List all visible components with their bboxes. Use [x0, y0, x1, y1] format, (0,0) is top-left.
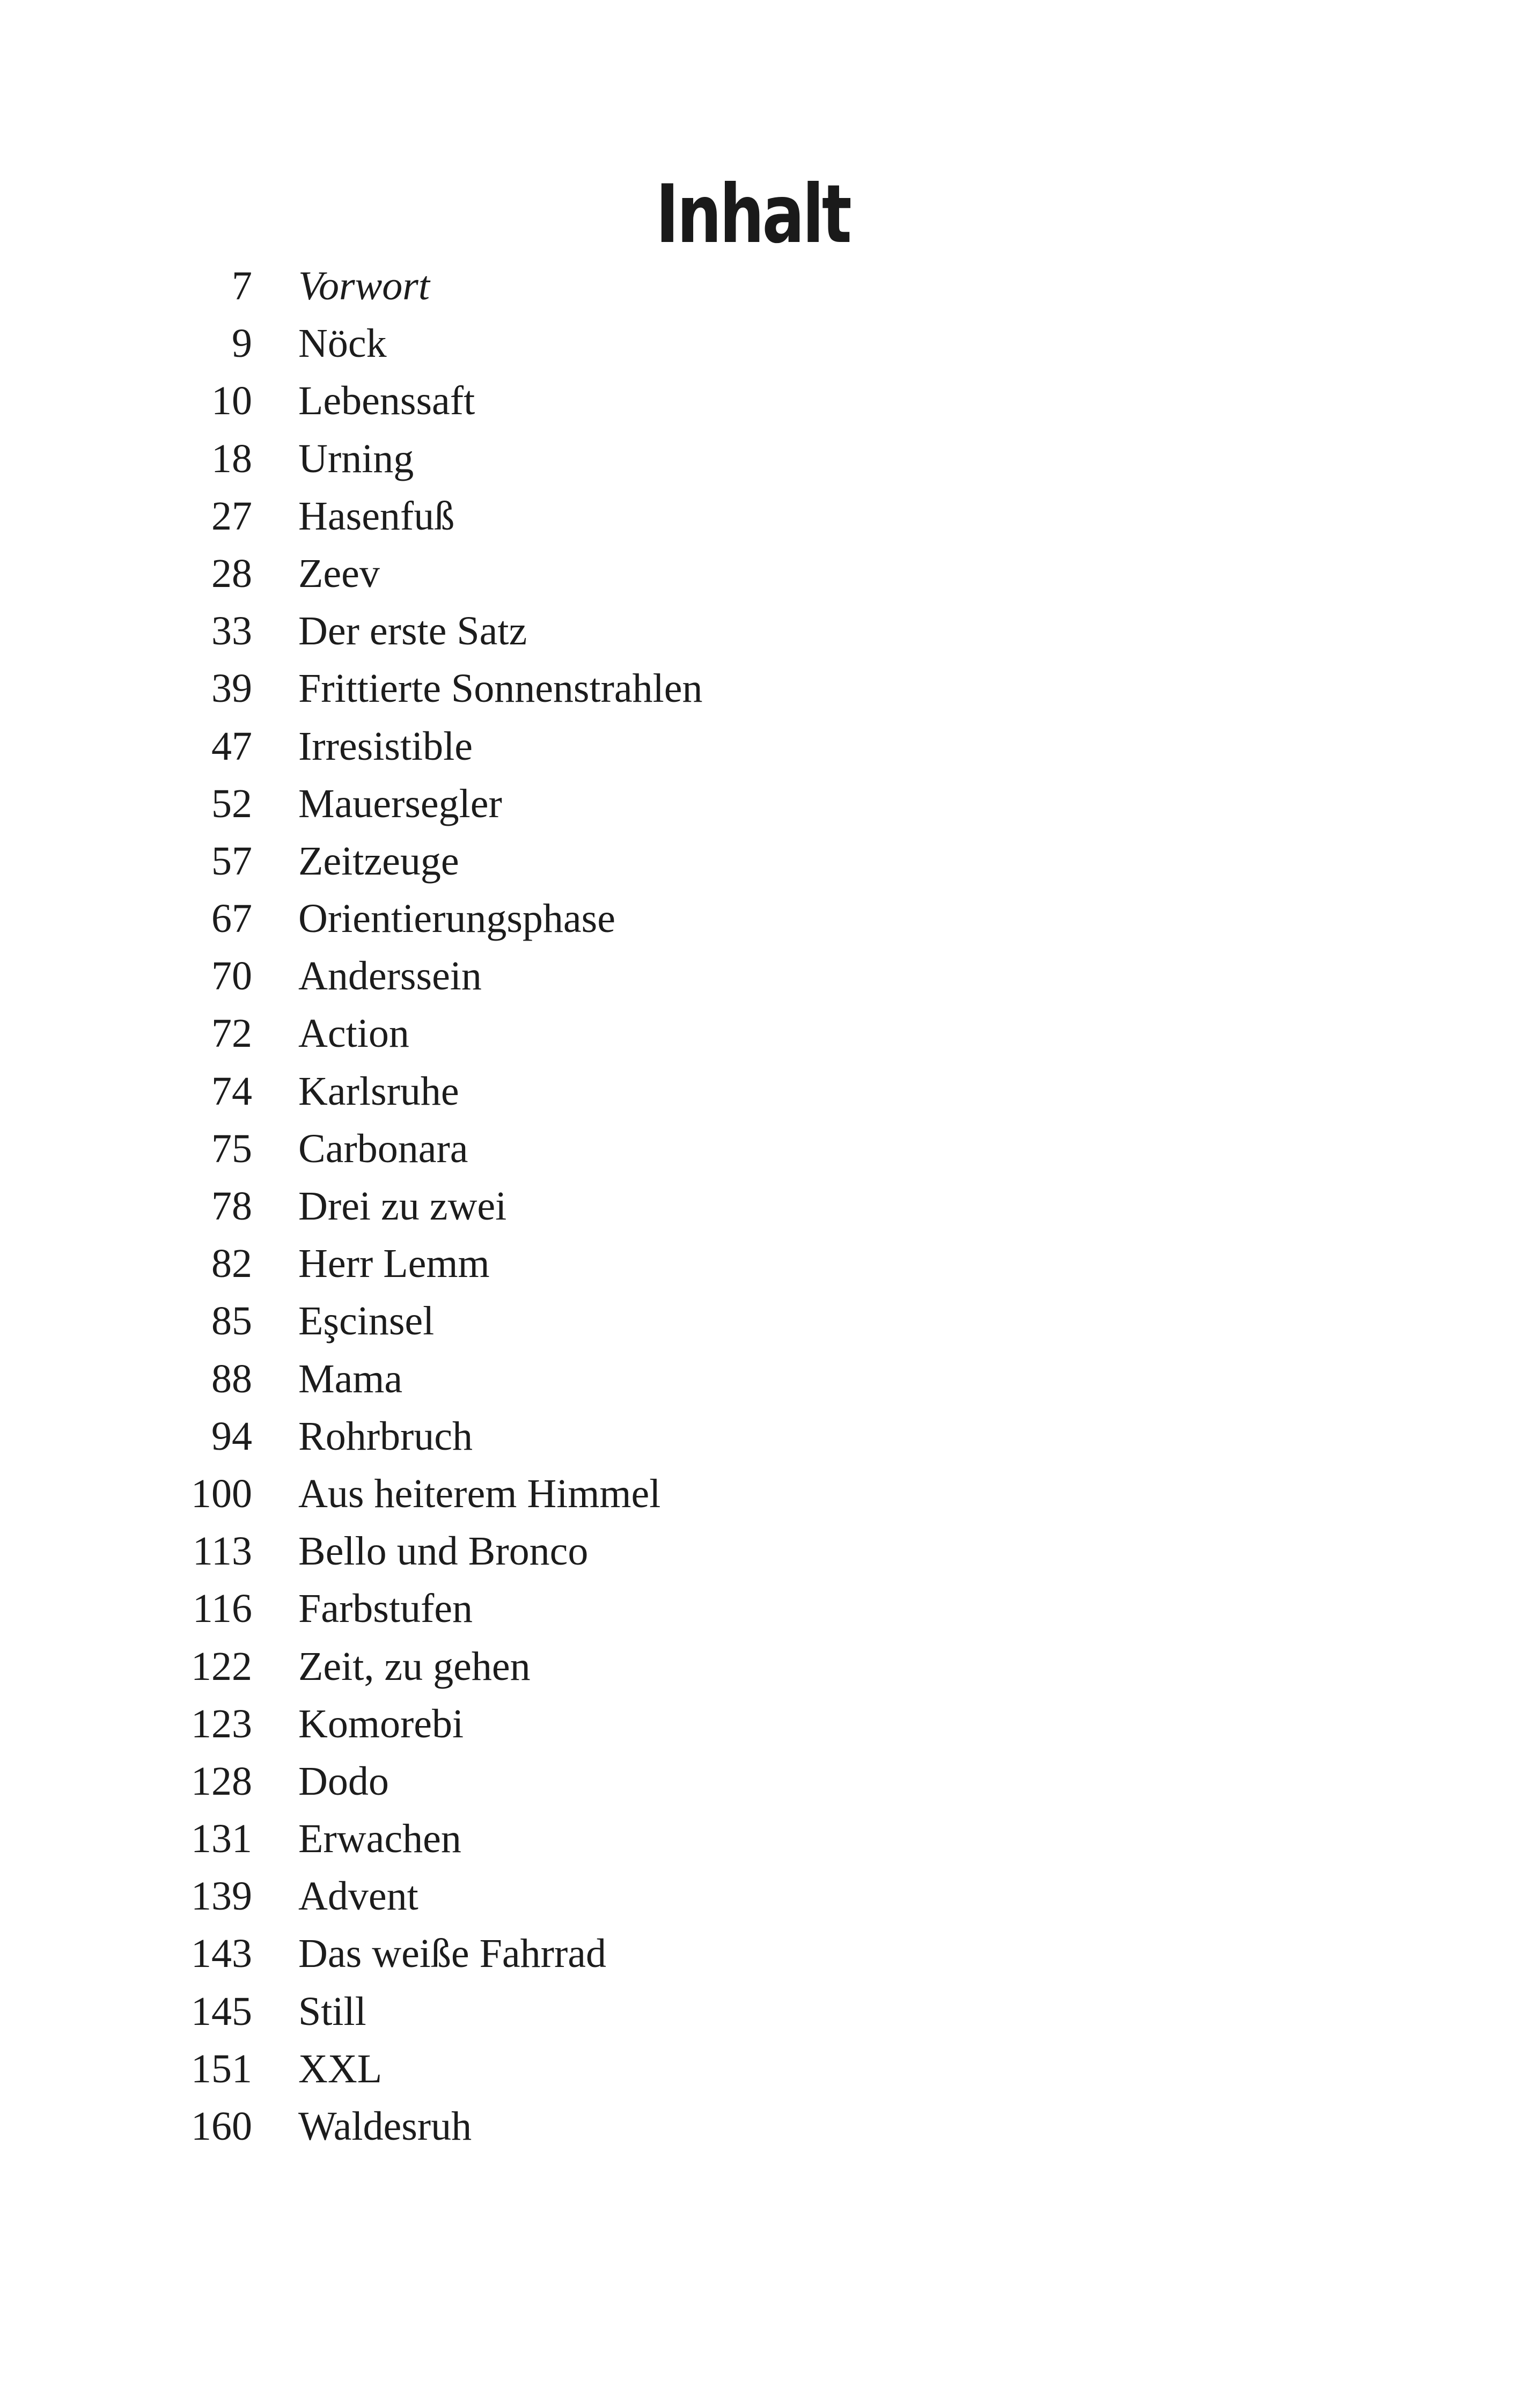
toc-page-number: 72 [211, 1011, 252, 1056]
toc-chapter-title: Aus heiterem Himmel [298, 1471, 661, 1516]
toc-page-number: 123 [191, 1701, 252, 1746]
toc-chapter-title: Advent [298, 1874, 418, 1919]
toc-page-number: 28 [211, 550, 252, 596]
toc-page-number: 10 [211, 378, 252, 424]
toc-entry [0, 1638, 1521, 1695]
toc-entry [0, 1465, 1521, 1523]
toc-page-number: 52 [211, 781, 252, 826]
toc-page-number: 39 [211, 666, 252, 711]
toc-entry [0, 1983, 1521, 2040]
toc-page-number: 160 [191, 2104, 252, 2149]
toc-page-number: 75 [211, 1126, 252, 1171]
toc-page-number: 9 [232, 321, 252, 366]
toc-chapter-title: Herr Lemm [298, 1241, 490, 1287]
toc-chapter-title: Zeev [298, 550, 380, 596]
toc-chapter-title: Urning [298, 436, 414, 481]
toc-chapter-title: Mama [298, 1356, 403, 1401]
toc-entry [0, 1350, 1521, 1408]
toc-page-number: 128 [191, 1758, 252, 1804]
toc-entry [0, 258, 1521, 315]
toc-entry [0, 1810, 1521, 1868]
table-of-contents [0, 258, 1521, 2155]
toc-chapter-title: Erwachen [298, 1816, 461, 1862]
toc-entry [0, 315, 1521, 372]
toc-chapter-title: Bello und Bronco [298, 1529, 589, 1574]
toc-entry [0, 1523, 1521, 1580]
toc-page-number: 7 [232, 263, 252, 309]
toc-entry [0, 430, 1521, 488]
toc-page-number: 113 [192, 1529, 252, 1574]
toc-page-number: 82 [211, 1241, 252, 1287]
toc-chapter-title: Hasenfuß [298, 493, 455, 539]
toc-chapter-title: Der erste Satz [298, 608, 527, 654]
toc-page-number: 74 [211, 1068, 252, 1114]
toc-page-number: 131 [191, 1816, 252, 1862]
toc-entry [0, 1695, 1521, 1753]
toc-page-number: 67 [211, 896, 252, 942]
toc-entry [0, 1005, 1521, 1062]
page-title: Inhalt [656, 168, 850, 261]
toc-chapter-title: Rohrbruch [298, 1413, 473, 1459]
toc-chapter-title: Zeitzeuge [298, 838, 459, 884]
toc-entry [0, 603, 1521, 660]
toc-chapter-title: Anderssein [298, 953, 482, 999]
toc-entry [0, 545, 1521, 603]
toc-entry [0, 833, 1521, 890]
toc-page-number: 33 [211, 608, 252, 654]
toc-chapter-title: Orientierungsphase [298, 896, 615, 942]
toc-entry [0, 1580, 1521, 1638]
toc-chapter-title: Dodo [298, 1758, 389, 1804]
toc-page-number: 100 [191, 1471, 252, 1516]
toc-entry [0, 1178, 1521, 1235]
toc-chapter-title: Waldesruh [298, 2104, 472, 2149]
toc-page-number: 151 [191, 2046, 252, 2091]
toc-entry [0, 660, 1521, 717]
toc-chapter-title: Eşcinsel [298, 1298, 435, 1344]
toc-chapter-title: Action [298, 1011, 409, 1056]
toc-entry [0, 488, 1521, 545]
toc-chapter-title: XXL [298, 2046, 383, 2091]
toc-entry [0, 2040, 1521, 2098]
toc-page-number: 88 [211, 1356, 252, 1401]
toc-entry [0, 2098, 1521, 2155]
toc-page-number: 18 [211, 436, 252, 481]
toc-page-number: 94 [211, 1413, 252, 1459]
toc-chapter-title: Lebenssaft [298, 378, 475, 424]
toc-entry [0, 718, 1521, 775]
toc-page-number: 78 [211, 1184, 252, 1229]
toc-entry [0, 890, 1521, 948]
toc-chapter-title: Farbstufen [298, 1586, 473, 1632]
toc-page-number: 122 [191, 1643, 252, 1689]
toc-chapter-title: Komorebi [298, 1701, 464, 1746]
toc-entry [0, 775, 1521, 833]
toc-chapter-title: Karlsruhe [298, 1068, 459, 1114]
toc-entry [0, 1925, 1521, 1983]
toc-chapter-title: Irresistible [298, 723, 473, 769]
toc-chapter-title: Carbonara [298, 1126, 468, 1171]
toc-chapter-title: Vorwort [298, 263, 430, 309]
toc-page-number: 57 [211, 838, 252, 884]
toc-entry [0, 1293, 1521, 1350]
toc-chapter-title: Mauersegler [298, 781, 502, 826]
toc-entry [0, 1408, 1521, 1465]
toc-entry [0, 1120, 1521, 1178]
toc-page-number: 27 [211, 493, 252, 539]
toc-chapter-title: Nöck [298, 321, 387, 366]
toc-page-number: 70 [211, 953, 252, 999]
toc-entry [0, 1063, 1521, 1120]
toc-entry [0, 372, 1521, 430]
toc-entry [0, 1235, 1521, 1293]
toc-page-number: 145 [191, 1988, 252, 2034]
toc-page-number: 85 [211, 1298, 252, 1344]
toc-entry [0, 948, 1521, 1005]
toc-chapter-title: Frittierte Sonnenstrahlen [298, 666, 703, 711]
toc-chapter-title: Zeit, zu gehen [298, 1643, 531, 1689]
toc-page-number: 116 [192, 1586, 252, 1632]
toc-page-number: 143 [191, 1931, 252, 1977]
toc-chapter-title: Das weiße Fahrrad [298, 1931, 607, 1977]
toc-chapter-title: Still [298, 1988, 366, 2034]
toc-chapter-title: Drei zu zwei [298, 1184, 507, 1229]
toc-entry [0, 1868, 1521, 1925]
toc-page-number: 139 [191, 1874, 252, 1919]
toc-entry [0, 1753, 1521, 1810]
toc-page-number: 47 [211, 723, 252, 769]
